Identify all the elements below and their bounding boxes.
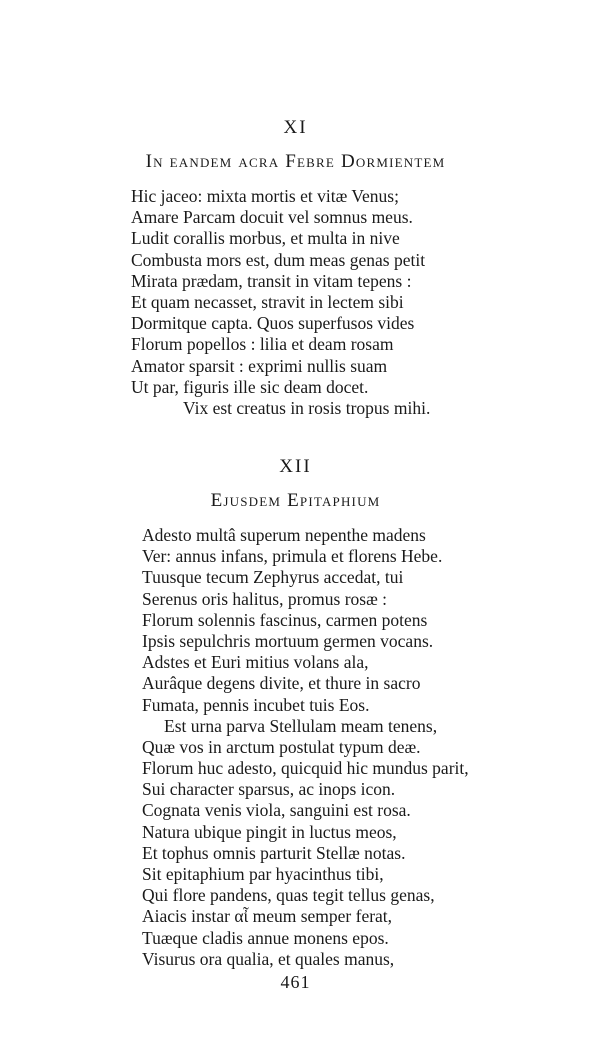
verse-line: Florum huc adesto, quicquid hic mundus parit,	[142, 758, 469, 779]
verse-line: Sui character sparsus, ac inops icon.	[142, 779, 396, 800]
verse-line: Ipsis sepulchris mortuum germen vocans.	[142, 630, 434, 651]
poem-xi-verse	[131, 186, 430, 419]
verse-line: Amator sparsit : exprimi nullis suam	[131, 355, 388, 376]
poem-xi-title: In eandem acra Febre Dormientem	[145, 151, 446, 172]
verse-line: Quæ vos in arctum postulat typum deæ.	[142, 736, 421, 757]
verse-line: Qui flore pandens, quas tegit tellus genas,	[142, 885, 435, 906]
verse-line: Aurâque degens divite, et thure in sacro	[142, 673, 421, 694]
poem-xi-number: XI	[283, 117, 308, 138]
verse-line: Combusta mors est, dum meas genas petit	[131, 249, 426, 270]
poem-xii-title: Ejusdem Epitaphium	[210, 490, 381, 511]
verse-line: Fumata, pennis incubet tuis Eos.	[142, 694, 370, 715]
verse-line: Sit epitaphium par hyacinthus tibi,	[142, 864, 384, 884]
verse-line: Visurus ora qualia, et quales manus,	[142, 948, 395, 969]
verse-line: Ut par, figuris ille sic deam docet.	[131, 376, 369, 397]
verse-line: Dormitque capta. Quos superfusos vides	[131, 313, 415, 334]
verse-line: Florum popellos : lilia et deam rosam	[131, 334, 394, 355]
verse-line: Serenus oris halitus, promus rosæ :	[142, 588, 387, 609]
verse-line: Vix est creatus in rosis tropus mihi.	[183, 397, 431, 418]
poem-xii-number: XII	[279, 456, 312, 477]
verse-line: Hic jaceo: mixta mortis et vitæ Venus;	[131, 186, 399, 206]
verse-line: Aiacis instar αἶ meum semper ferat,	[142, 906, 393, 927]
verse-line: Tuæque cladis annue monens epos.	[142, 927, 389, 948]
verse-line: Et tophus omnis parturit Stellæ notas.	[142, 842, 406, 863]
poem-xii-verse	[142, 525, 469, 970]
verse-line: Et quam necasset, stravit in lectem sibi	[131, 291, 404, 312]
verse-line: Amare Parcam docuit vel somnus meus.	[131, 207, 413, 228]
verse-line: Adstes et Euri mitius volans ala,	[142, 652, 369, 673]
verse-line: Ludit corallis morbus, et multa in nive	[131, 228, 400, 249]
verse-line: Natura ubique pingit in luctus meos,	[142, 821, 397, 842]
page-number: 461	[280, 972, 311, 992]
verse-line: Ver: annus infans, primula et florens Hebe.	[142, 546, 443, 567]
verse-line: Adesto multâ superum nepenthe madens	[142, 525, 426, 545]
verse-line: Cognata venis viola, sanguini est rosa.	[142, 800, 411, 821]
verse-line: Florum solennis fascinus, carmen potens	[142, 609, 428, 630]
verse-line: Est urna parva Stellulam meam tenens,	[164, 715, 438, 736]
verse-line: Mirata prædam, transit in vitam tepens :	[131, 270, 412, 291]
verse-line: Tuusque tecum Zephyrus accedat, tui	[142, 567, 404, 588]
